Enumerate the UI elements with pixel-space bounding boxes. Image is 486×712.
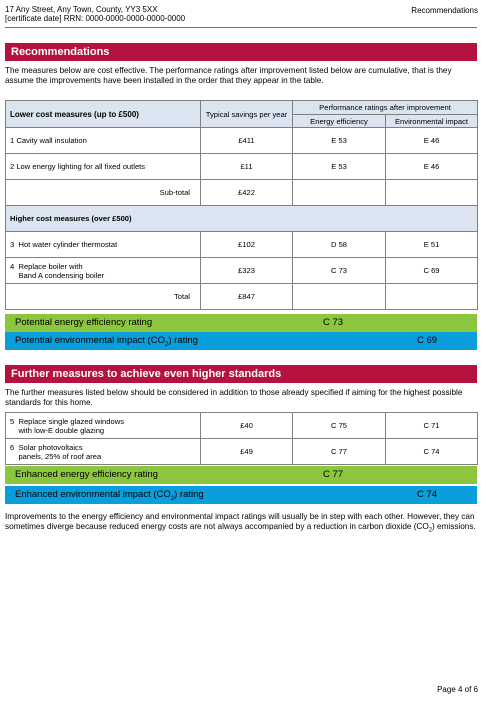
recommendations-intro: The measures below are cost effective. The performance ratings after improvement listed below are cumulative, that is they assume the improvements have been installed in the order that they appear in the table. (5, 66, 452, 85)
measure-energy-rating: C 77 (293, 439, 386, 465)
measure-label: 3 Hot water cylinder thermostat (6, 232, 201, 258)
further-measures-table (5, 412, 478, 465)
enhanced-env-label: Enhanced environmental impact $(CO_2)$ rating (15, 489, 204, 502)
measure-energy-rating: C 75 (293, 413, 386, 439)
measure-env-rating: C 74 (386, 439, 478, 465)
higher-cost-heading: Higher cost measures (over £500) (6, 206, 478, 232)
recommendations-table (5, 100, 478, 310)
savings-column-header: Typical savings per year (201, 101, 293, 128)
performance-column-header: Performance ratings after improvement (293, 101, 478, 115)
measure-label: 6 Solar photovoltaics panels, 25% of roof area (6, 439, 201, 465)
measure-savings: £49 (201, 439, 293, 465)
total-value: £847 (201, 284, 293, 310)
header-section-title: Recommendations (411, 6, 478, 15)
table-header-row (6, 101, 478, 115)
measure-savings: £411 (201, 128, 293, 154)
measure-label: 2 Low energy lighting for all fixed outlets (6, 154, 201, 180)
enhanced-energy-rating-bar (5, 466, 477, 484)
total-row (6, 284, 478, 310)
measure-env-rating: E 46 (386, 154, 478, 180)
table-row (6, 128, 478, 154)
table-row (6, 413, 478, 439)
enhanced-energy-label: Enhanced energy efficiency rating (15, 469, 158, 480)
measure-savings: £40 (201, 413, 293, 439)
table-row (6, 232, 478, 258)
enhanced-env-value: C 74 (417, 489, 438, 500)
further-measures-intro: The further measures listed below should be considered in addition to those already specified if aiming for the highest possible standards for this home. (5, 388, 463, 407)
measure-energy-rating: E 53 (293, 154, 386, 180)
subtotal-row (6, 180, 478, 206)
measure-energy-rating: D 58 (293, 232, 386, 258)
enhanced-energy-value: C 77 (323, 469, 344, 480)
enhanced-env-rating-bar (5, 486, 477, 504)
environmental-impact-header: Environmental impact (386, 115, 478, 128)
measure-env-rating: E 46 (386, 128, 478, 154)
subtotal-value: £422 (201, 180, 293, 206)
recommendations-banner: Recommendations (5, 43, 477, 61)
measure-label: 1 Cavity wall insulation (6, 128, 201, 154)
table-row (6, 439, 478, 465)
further-measures-banner: Further measures to achieve even higher standards (5, 365, 477, 383)
measure-env-rating: C 69 (386, 258, 478, 284)
table-row (6, 154, 478, 180)
potential-energy-value: C 73 (323, 317, 344, 328)
measure-savings: £102 (201, 232, 293, 258)
table-row (6, 258, 478, 284)
address-text: 17 Any Street, Any Town, County, YY3 5XX (5, 5, 158, 14)
measure-label: 5 Replace single glazed windows with low-E double glazing (6, 413, 201, 439)
energy-efficiency-header: Energy efficiency (293, 115, 386, 128)
measure-env-rating: E 51 (386, 232, 478, 258)
measure-env-rating: C 71 (386, 413, 478, 439)
potential-env-rating-bar (5, 332, 477, 350)
measure-savings: £323 (201, 258, 293, 284)
measure-energy-rating: C 73 (293, 258, 386, 284)
subtotal-label: Sub-total (6, 180, 201, 206)
measure-energy-rating: E 53 (293, 128, 386, 154)
potential-env-value: C 69 (417, 335, 438, 346)
page-number: Page 4 of 6 (437, 685, 478, 694)
measure-savings: £11 (201, 154, 293, 180)
total-label: Total (6, 284, 201, 310)
certificate-line: [certificate date] RRN: 0000-0000-0000-0000-0000 (5, 14, 186, 23)
header-divider (5, 27, 477, 28)
page-header-left (5, 5, 185, 23)
divergence-note: Improvements to the energy efficiency and environmental impact ratings will usually be in step with each other. However, they can sometimes diverge because reduced energy costs are not always accompanied by a reduction in carbon dioxide $(CO_2)$ emissions. (5, 512, 476, 534)
lower-cost-heading: Lower cost measures (up to £500) (6, 101, 201, 128)
potential-energy-rating-bar (5, 314, 477, 332)
measure-label: 4 Replace boiler with Band A condensing boiler (6, 258, 201, 284)
higher-cost-heading-row (6, 206, 478, 232)
potential-energy-label: Potential energy efficiency rating (15, 317, 153, 328)
potential-env-label: Potential environmental impact $(CO_2)$ rating (15, 335, 198, 348)
